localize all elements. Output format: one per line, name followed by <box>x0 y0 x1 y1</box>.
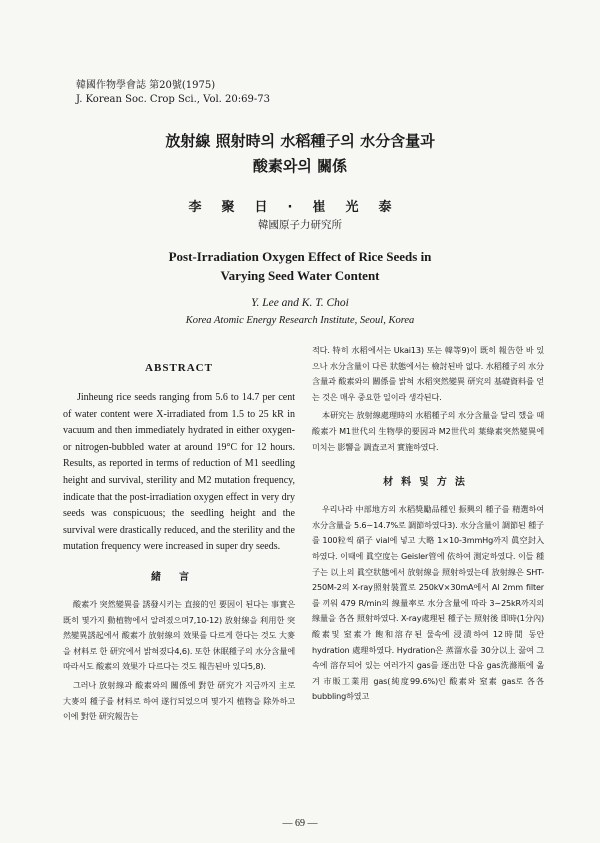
methods-heading: 材料및方法 <box>383 477 473 489</box>
title-ko-line1: 放射線 照射時의 水稻種子의 水分含量과 <box>165 132 435 150</box>
affiliation-ko: 韓國原子力研究所 <box>258 219 342 231</box>
journal-name-en: J. Korean Soc. Crop Sci., Vol. 20:69-73 <box>76 94 270 105</box>
intro-paragraph-1: 酸素가 突然變異를 誘發시키는 直接的인 要因이 된다는 事實은 既히 몇가지 動植物에서 알려졌으며7,10-12) 放射線을 利用한 突然變異誘起에서 酸素가 放射線의 效果를 다르게 한다는 것도 大麥을 材料로 한 研究에서 밝혀졌다4,6). 또한 休眠種子의 水分含量에 따라서도 酸素의 效果가 다르다는 것도 報告된바 있다5,8). <box>63 598 295 672</box>
title-en-line2: Varying Seed Water Content <box>220 268 380 283</box>
abstract-text: Jinheung rice seeds ranging from 5.6 to 14.7 per cent of water content were X-irradiated from 1.5 to 25 kR in vacuum and then immediately hydrated in either oxygen- or nitrogen-bubbled water at around 19°C for 12 hours. Results, as reported in terms of reduction of M1 seedling height and survival, sterility and M2 mutation frequency, indicate that the post-irradiation oxygen effect in very dry seeds was conspicuous; the seedling height and the survival were drastically reduced, and the sterility and the mutation frequency were increased in super dry seeds. <box>63 392 295 553</box>
page-number: — 69 — <box>282 818 318 829</box>
authors-en: Y. Lee and K. T. Choi <box>251 297 349 309</box>
abstract-heading: ABSTRACT <box>145 362 213 374</box>
journal-info <box>76 79 270 107</box>
intro-paragraph-3: 적다. 特히 水稻에서는 Ukai13) 또는 韓等9)이 既히 報告한 바 있으나 水分含量이 다른 狀態에서는 檢討된바 없다. 水稻種子의 水分含量과 酸素와의 關係를 밝혀 水稻突然變異 研究의 基礎資料를 얻는 것은 매우 중요한 일이라 생각된다. <box>312 345 544 402</box>
affiliation-en: Korea Atomic Energy Research Institute, Seoul, Korea <box>185 315 415 326</box>
intro-paragraph-2: 그러나 放射線과 酸素와의 關係에 對한 研究가 지금까지 主로 大麥의 種子를 材料로 하여 遂行되었으며 몇가지 植物을 除外하고 이에 對한 研究報告는 <box>63 679 295 722</box>
intro-heading: 緒言 <box>151 571 207 583</box>
left-column <box>63 362 295 728</box>
right-column <box>312 343 544 708</box>
title-en-line1: Post-Irradiation Oxygen Effect of Rice Seeds in <box>168 249 432 264</box>
methods-paragraph-1: 우리나라 中部地方의 水稻獎勵品種인 振興의 種子를 精選하여 水分含量을 5.6∼14.7%로 調節하였다3). 水分含量이 調節된 種子를 100粒씩 硝子 vial에 넣고 大略 1×10-3mmHg까지 眞空封入하였다. 이때에 眞空度는 Geisler管에 依하여 測定하였다. 이들 種子는 以上의 眞空狀態에서 放射線을 照射하였는데 放射線은 SHT-250M-2의 X-ray照射裝置로 250kV×30mA에서 Al 2mm filter를 끼워 479 R/min의 線量率로 水分含量에 따라 3∼25kR까지의 線量을 各各 照射하였다. X-ray處理된 種子는 照射後 即時(1分內) 酸素및 窒素가 飽和溶存된 물속에 浸漬하여 12時間 동안 hydration 處理하였다. Hydration은 蒸溜水를 30分以上 끓여 그 속에 溶存되어 있는 여러가지 gas를 逐出한 다음 gas洗滌瓶에 옮겨 市販工業用 gas(純度99.6%)인 酸素와 窒素 gas로 各各 bubbling하였고 <box>312 504 544 702</box>
intro-paragraph-4: 本研究는 放射線處理時의 水稻種子의 水分含量을 달리 했을 때 酸素가 M1世代의 生物學的要因과 M2世代의 葉綠素突然變異에 미치는 影響을 調査코저 實施하였다. <box>312 410 544 452</box>
title-ko-line2: 酸素와의 關係 <box>252 157 348 175</box>
authors-ko: 李聚日·崔光泰 <box>188 200 412 215</box>
journal-name-ko: 韓國作物學會誌 第20號(1975) <box>76 80 216 91</box>
